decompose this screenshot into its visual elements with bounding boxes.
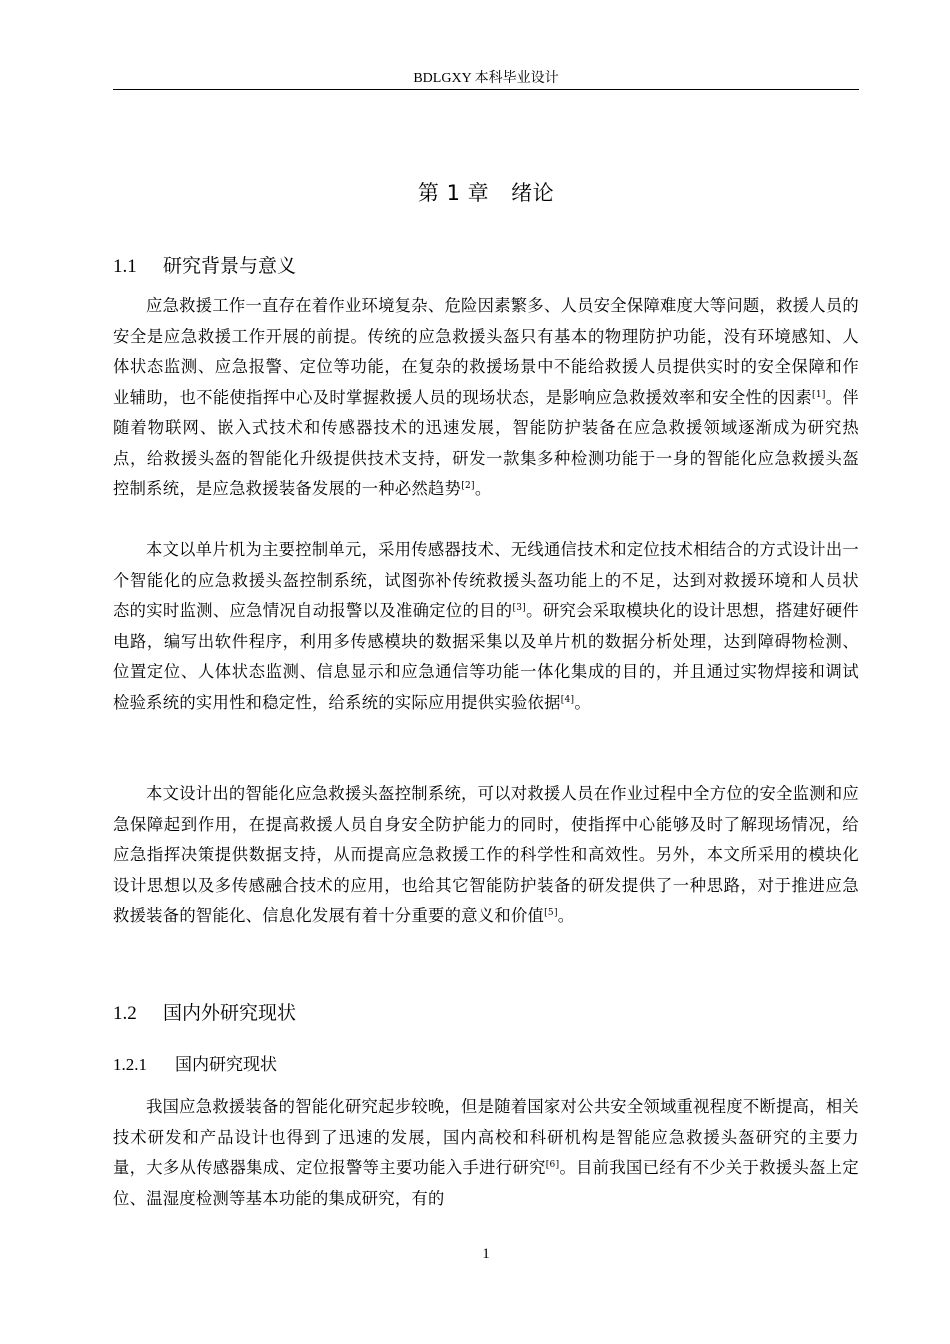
paragraph-text: 应急救援工作一直存在着作业环境复杂、危险因素繁多、人员安全保障难度大等问题，救援人员的安全是应急救援工作开展的前提。传统的应急救援头盔只有基本的物理防护功能，没有环境感知、人体状态监测、应急报警、定位等功能，在复杂的救援场景中不能给救援人员提供实时的安全保障和作业辅助，也不能使指挥中心及时掌握救援人员的现场状态，是影响应急救援效率和安全性的因素 <box>113 296 859 407</box>
paragraph-text: 本文以单片机为主要控制单元，采用传感器技术、无线通信技术和定位技术相结合的方式设计出一个智能化的应急救援头盔控制系统，试图弥补传统救援头盔功能上的不足，达到对救援环境和人员状态的实时监测、应急情况自动报警以及准确定位的目的 <box>113 540 859 620</box>
paragraph-3 <box>113 779 859 932</box>
page-number: 1 <box>482 1246 490 1262</box>
citation-3: [3] <box>512 603 527 613</box>
paragraph-4 <box>113 1092 859 1214</box>
citation-5: [5] <box>544 908 558 918</box>
chapter-name: 绪论 <box>511 181 555 205</box>
paragraph-1 <box>113 291 859 505</box>
section-number: 1.2 <box>113 1003 137 1024</box>
paragraph-text: 本文设计出的智能化应急救援头盔控制系统，可以对救援人员在作业过程中全方位的安全监测和应急保障起到作用，在提高救援人员自身安全防护能力的同时，使指挥中心能够及时了解现场情况，给应急指挥决策提供数据支持，从而提高应急救援工作的科学性和高效性。另外，本文所采用的模块化设计思想以及多传感融合技术的应用，也给其它智能防护装备的研发提供了一种思路，对于推进应急救援装备的智能化、信息化发展有着十分重要的意义和价值 <box>113 784 859 925</box>
paragraph-text: 。研究会采取模块化的设计思想，搭建好硬件电路，编写出软件程序，利用多传感模块的数据采集以及单片机的数据分析处理，达到障碍物检测、位置定位、人体状态监测、信息显示和应急通信等功能一体化集成的目的，并且通过实物焊接和调试检验系统的实用性和稳定性，给系统的实际应用提供实验依据 <box>113 601 859 712</box>
running-header: BDLGXY 本科毕业设计 <box>413 71 559 86</box>
citation-1: [1] <box>812 389 826 400</box>
paragraph-2 <box>113 535 859 718</box>
citation-4: [4] <box>560 694 575 705</box>
subsection-title: 国内研究现状 <box>175 1055 277 1075</box>
paragraph-text: 。目前我国已经有不少关于救援头盔上定位、温湿度检测等基本功能的集成研究，有的 <box>113 1158 859 1208</box>
subsection-number: 1.2.1 <box>113 1055 147 1074</box>
paragraph-text: 我国应急救援装备的智能化研究起步较晚，但是随着国家对公共安全领域重视程度不断提高，相关技术研发和产品设计也得到了迅速的发展，国内高校和科研机构是智能应急救援头盔研究的主要力量，大多从传感器集成、定位报警等主要功能入手进行研究 <box>113 1097 859 1177</box>
header-rule <box>113 89 859 90</box>
chapter-number: 第 1 章 <box>417 181 490 205</box>
paragraph-text: 。 <box>557 906 575 925</box>
citation-6: [6] <box>545 1160 560 1170</box>
chapter-title <box>113 178 859 208</box>
section-title: 国内外研究现状 <box>163 1002 297 1024</box>
paragraph-text: 。 <box>574 692 591 712</box>
paragraph-text: 。 <box>474 479 492 498</box>
section-number: 1.1 <box>113 256 137 277</box>
citation-2: [2] <box>461 481 475 491</box>
section-heading-1-1 <box>113 252 296 281</box>
section-title: 研究背景与意义 <box>163 255 297 277</box>
subsection-heading-1-2-1 <box>113 1052 277 1078</box>
section-heading-1-2 <box>113 999 296 1028</box>
paragraph-text: 。伴随着物联网、嵌入式技术和传感器技术的迅速发展，智能防护装备在应急救援领域逐渐成为研究热点，给救援头盔的智能化升级提供技术支持，研发一款集多种检测功能于一身的智能化应急救援头盔控制系统，是应急救援装备发展的一种必然趋势 <box>113 387 859 498</box>
